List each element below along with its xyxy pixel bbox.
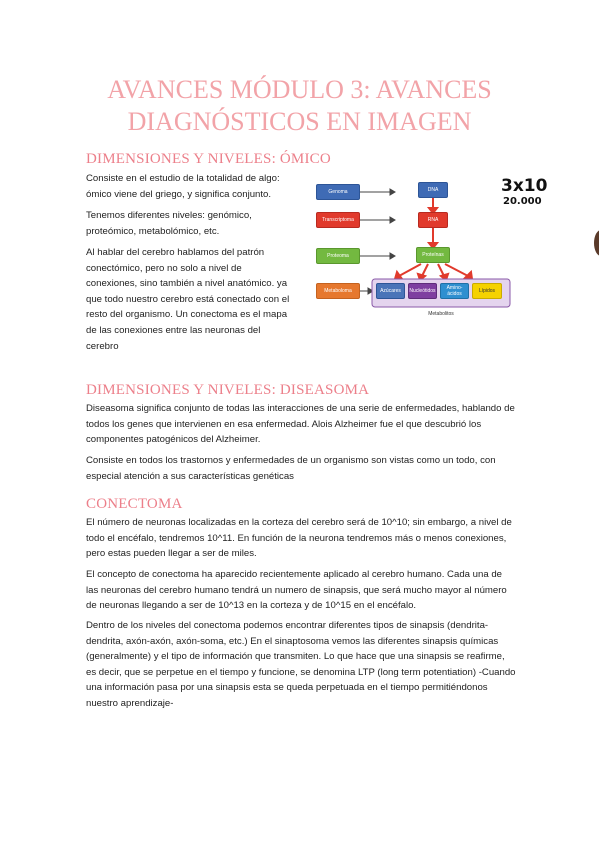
metaboloma-box: Metaboloma xyxy=(316,283,360,299)
transcriptoma-box: Transcriptoma xyxy=(316,212,360,228)
aminoacidos-box: Amino-ácidos xyxy=(440,283,469,299)
conectoma-paragraph-3: Dentro de los niveles del conectoma podemos encontrar diferentes tipos de sinapsis (dendrita-dendrita, axón-axón, axón-soma, etc.) En el sinaptosoma vemos las diferentes sinapsis químicas (generalmente) y el tipo de información que transmiten. Lo que hace que una sinapsis se reafirme, es decir, que se perpetue en el tiempo y funcione, se denomina LTP (long term potentiation) -Cuando una información pasa por una sinapsis esta se queda perpetuada en el tiempo permitiéndonos nuestro aprendizaje- xyxy=(86,620,516,709)
proteoma-box: Proteoma xyxy=(316,248,360,264)
dna-box: DNA xyxy=(418,182,448,198)
sub-number: 20.000 xyxy=(503,196,542,207)
page-title xyxy=(0,74,599,138)
big-number: 3x10 xyxy=(501,176,548,196)
conectoma-paragraph-1: El número de neuronas localizadas en la corteza del cerebro será de 10^10; sin embargo, a nivel de todo el encéfalo, tendremos 10^11. En función de la neurona tendremos más o menos conexiones, pero estas pueden llegar a ser de miles. xyxy=(86,517,512,560)
omico-paragraph-1: Consiste en el estudio de la totalidad de algo: ómico viene del griego, y significa conjunto. xyxy=(86,173,280,200)
lipidos-box: Lípidos xyxy=(472,283,502,299)
diseasoma-paragraph-2: Consiste en todos los trastornos y enfermedades de un organismo son vistas como un todo, con especial atención a sus características genéticas xyxy=(86,455,496,482)
title-line-1: AVANCES MÓDULO 3: AVANCES xyxy=(107,75,492,104)
heading-omico: DIMENSIONES Y NIVELES: ÓMICO xyxy=(86,151,331,167)
azucares-box: Azúcares xyxy=(376,283,405,299)
omico-paragraph-2: Tenemos diferentes niveles: genómico, proteómico, metabolómico, etc. xyxy=(86,210,252,237)
heading-conectoma: CONECTOMA xyxy=(86,496,183,512)
omico-paragraph-3: Al hablar del cerebro hablamos del patrón conectómico, pero no solo a nivel de conexiones, sino también a nivel anatómico. ya que todo nuestro cerebro está conectado con el resto del organismo. Un conectoma es el mapa de las conexiones entre las neuronas del cerebro xyxy=(86,247,290,352)
omics-diagram xyxy=(304,170,599,320)
genoma-box: Genoma xyxy=(316,184,360,200)
heading-diseasoma: DIMENSIONES Y NIVELES: DISEASOMA xyxy=(86,382,370,398)
conectoma-paragraph-2: El concepto de conectoma ha aparecido recientemente aplicado al cerebro humano. Cada una de las neuronas del cerebro humano tendrá un numero de sinapsis, que será mucho mayor al número de neuronas llegando a ser de 10^13 en la corteza y de 10^15 en el encéfalo. xyxy=(86,569,507,612)
proteinas-box: Proteínas xyxy=(416,247,450,263)
metabolites-label: Metabolitos xyxy=(428,311,454,317)
title-line-2: DIAGNÓSTICOS EN IMAGEN xyxy=(127,107,472,136)
diseasoma-paragraph-1: Diseasoma significa conjunto de todas las interacciones de una serie de enfermedades, hablando de todos los genes que intervienen en esa enfermedad. Alois Alzheimer fue el que descubrió los componentes patogénicos del Alzheimer. xyxy=(86,403,515,446)
nucleotidos-box: Nucleótidos xyxy=(408,283,437,299)
rna-box: RNA xyxy=(418,212,448,228)
